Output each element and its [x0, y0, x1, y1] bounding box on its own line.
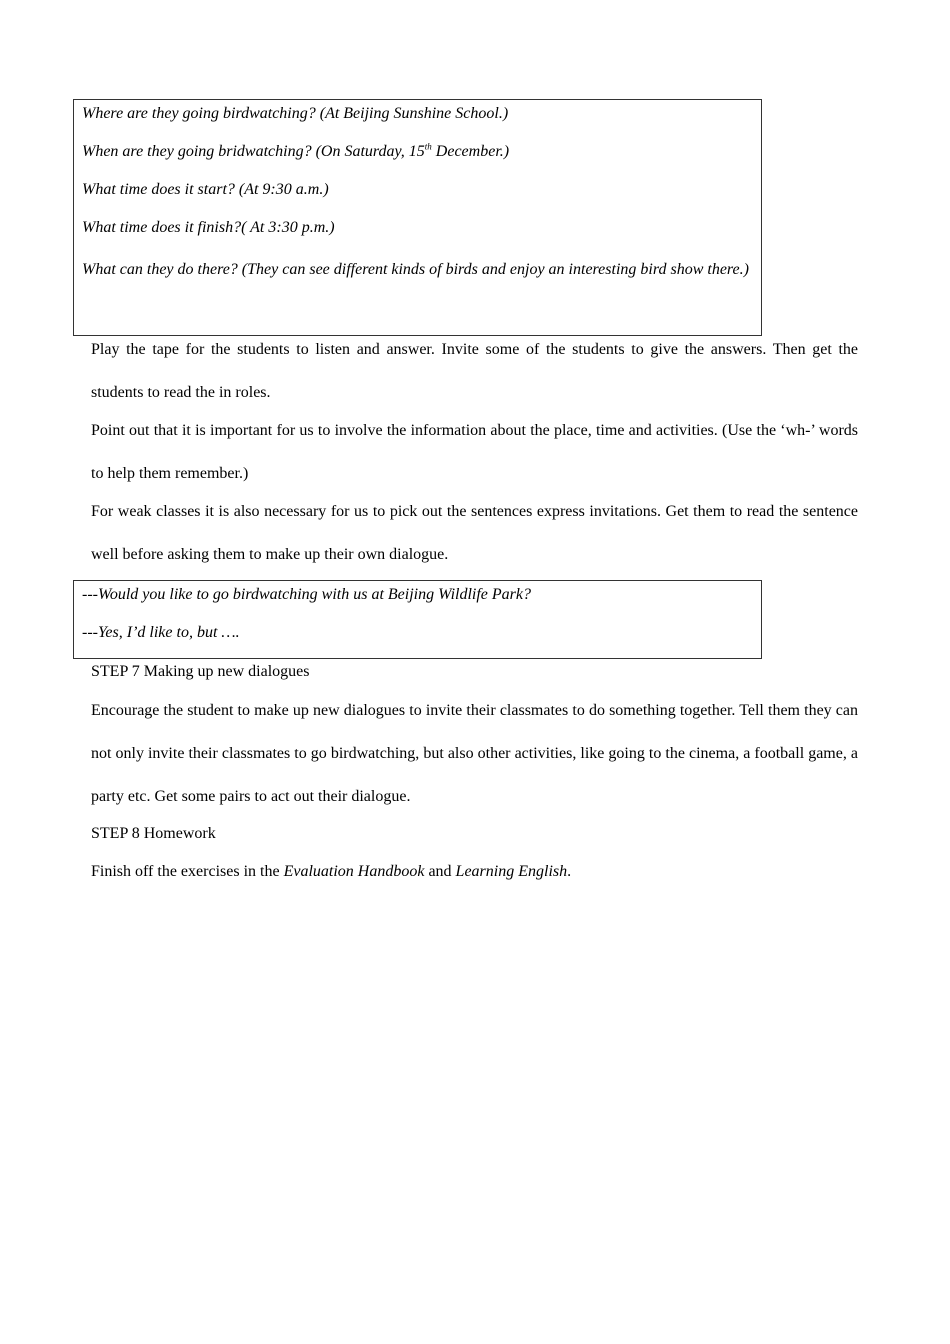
dialogue-questions-box: [73, 99, 762, 336]
invitation-example-box: [73, 580, 762, 659]
invitation-line: ---Would you like to go birdwatching with us at Beijing Wildlife Park?: [82, 586, 531, 603]
paragraph-point-out: Point out that it is important for us to involve the information about the place, time and activities. (Use the ‘wh-’ words to help them remember.): [91, 422, 858, 482]
question-activities: What can they do there? (They can see different kinds of birds and enjoy an interesting bird show there.): [82, 261, 749, 278]
book-title-evaluation-handbook: Evaluation Handbook: [283, 863, 425, 880]
step7-body: Encourage the student to make up new dialogues to invite their classmates to do something together. Tell them they can not only invite their classmates to go birdwatching, but also other activities, like going to the cinema, a football game, a party etc. Get some pairs to act out their dialogue.: [91, 702, 858, 805]
question-start-time: What time does it start? (At 9:30 a.m.): [82, 181, 329, 198]
response-line: ---Yes, I’d like to, but ….: [82, 624, 240, 641]
book-title-learning-english: Learning English: [455, 863, 568, 880]
step7-heading: STEP 7 Making up new dialogues: [91, 663, 310, 680]
question-finish-time: What time does it finish?( At 3:30 p.m.): [82, 219, 335, 236]
step8-heading: STEP 8 Homework: [91, 825, 216, 842]
paragraph-weak-classes: For weak classes it is also necessary for us to pick out the sentences express invitations. Get them to read the sentence well before asking them to make up their own dialogue.: [91, 503, 858, 563]
paragraph-play-tape: Play the tape for the students to listen and answer. Invite some of the students to give the answers. Then get the students to read the in roles.: [91, 341, 858, 401]
step8-body: Finish off the exercises in the Evaluation Handbook and Learning English.: [91, 863, 572, 880]
question-when: When are they going bridwatching? (On Saturday, 15th December.): [82, 141, 510, 160]
question-where: Where are they going birdwatching? (At Beijing Sunshine School.): [82, 105, 509, 122]
